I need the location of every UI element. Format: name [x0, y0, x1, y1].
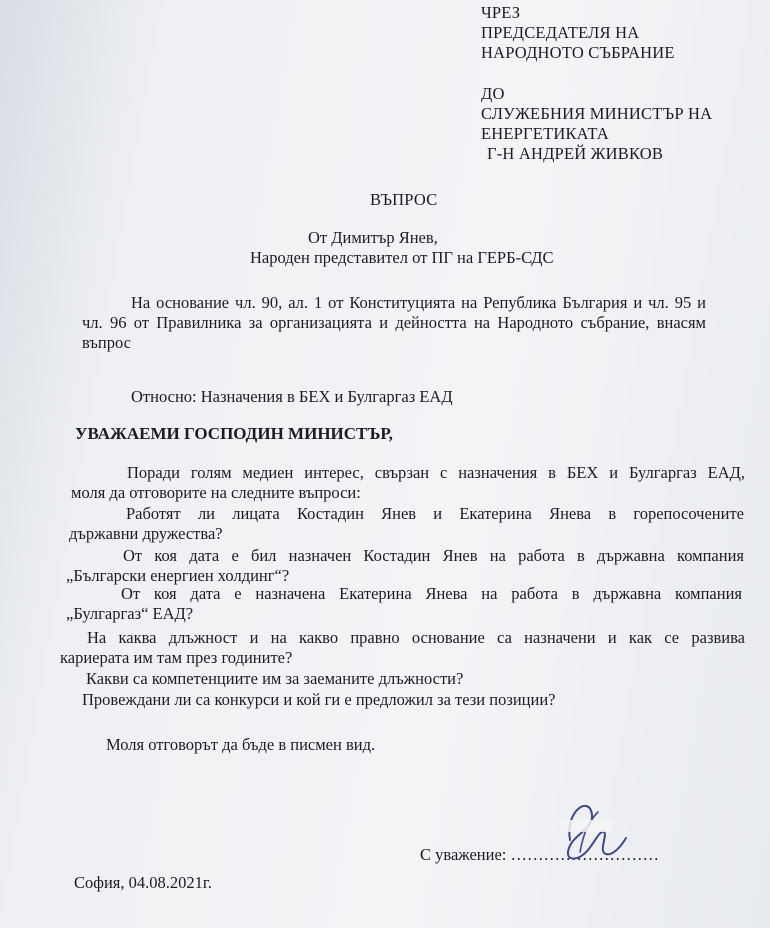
basis-line-2: чл. 96 от Правилника за организацията и дейността на Народното събрание, внасям: [82, 313, 706, 332]
place-date: София, 04.08.2021г.: [74, 873, 212, 892]
to-line-4: Г-Н АНДРЕЙ ЖИВКОВ: [487, 144, 664, 163]
question-6: Провеждани ли са конкурси и кой ги е предложил за тези позиции?: [82, 690, 556, 709]
question-2-line-2: „Български енергиен холдинг“?: [66, 566, 290, 585]
question-1-line-1: Работят ли лицата Костадин Янев и Екатерина Янева в горепосочените: [126, 504, 744, 523]
question-4-line-1: На каква длъжност и на какво правно основание са назначени и как се развива: [87, 628, 745, 647]
question-1-line-2: държавни дружества?: [69, 524, 223, 543]
question-5: Какви са компетенциите им за заеманите длъжности?: [86, 669, 464, 688]
intro-line-2: моля да отговорите на следните въпроси:: [71, 483, 361, 502]
salutation: УВАЖАЕМИ ГОСПОДИН МИНИСТЪР,: [75, 424, 393, 443]
question-4-line-2: кариерата им там през годините?: [60, 648, 293, 667]
to-line-3: ЕНЕРГЕТИКАТА: [481, 124, 609, 143]
handwritten-signature: [540, 790, 630, 880]
closing-request: Моля отговорът да бъде в писмен вид.: [106, 735, 376, 754]
basis-line-3: въпрос: [82, 333, 131, 352]
via-line-3: НАРОДНОТО СЪБРАНИЕ: [481, 43, 675, 62]
question-2-line-1: От коя дата е бил назначен Костадин Янев на работа в държавна компания: [123, 546, 744, 565]
intro-line-1: Поради голям медиен интерес, свързан с назначения в БЕХ и Булгаргаз ЕАД,: [127, 463, 745, 482]
via-line-2: ПРЕДСЕДАТЕЛЯ НА: [481, 23, 640, 42]
author-role-line: Народен представител от ПГ на ГЕРБ-СДС: [250, 248, 554, 267]
question-3-line-2: „Булгаргаз“ ЕАД?: [66, 604, 194, 623]
basis-line-1: На основание чл. 90, ал. 1 от Конституцията на Република България и чл. 95 и: [131, 293, 706, 312]
via-line-1: ЧРЕЗ: [481, 3, 521, 22]
question-3-line-1: От коя дата е назначена Екатерина Янева на работа в държавна компания: [121, 584, 742, 603]
regards-line: С уважение: ………………………: [420, 845, 659, 864]
author-line: От Димитър Янев,: [308, 228, 438, 247]
to-line-1: ДО: [481, 84, 505, 103]
to-line-2: СЛУЖЕБНИЯ МИНИСТЪР НА: [481, 104, 713, 123]
subject-line: Относно: Назначения в БЕХ и Булгаргаз ЕАД: [131, 387, 453, 406]
document-title: ВЪПРОС: [370, 190, 438, 209]
